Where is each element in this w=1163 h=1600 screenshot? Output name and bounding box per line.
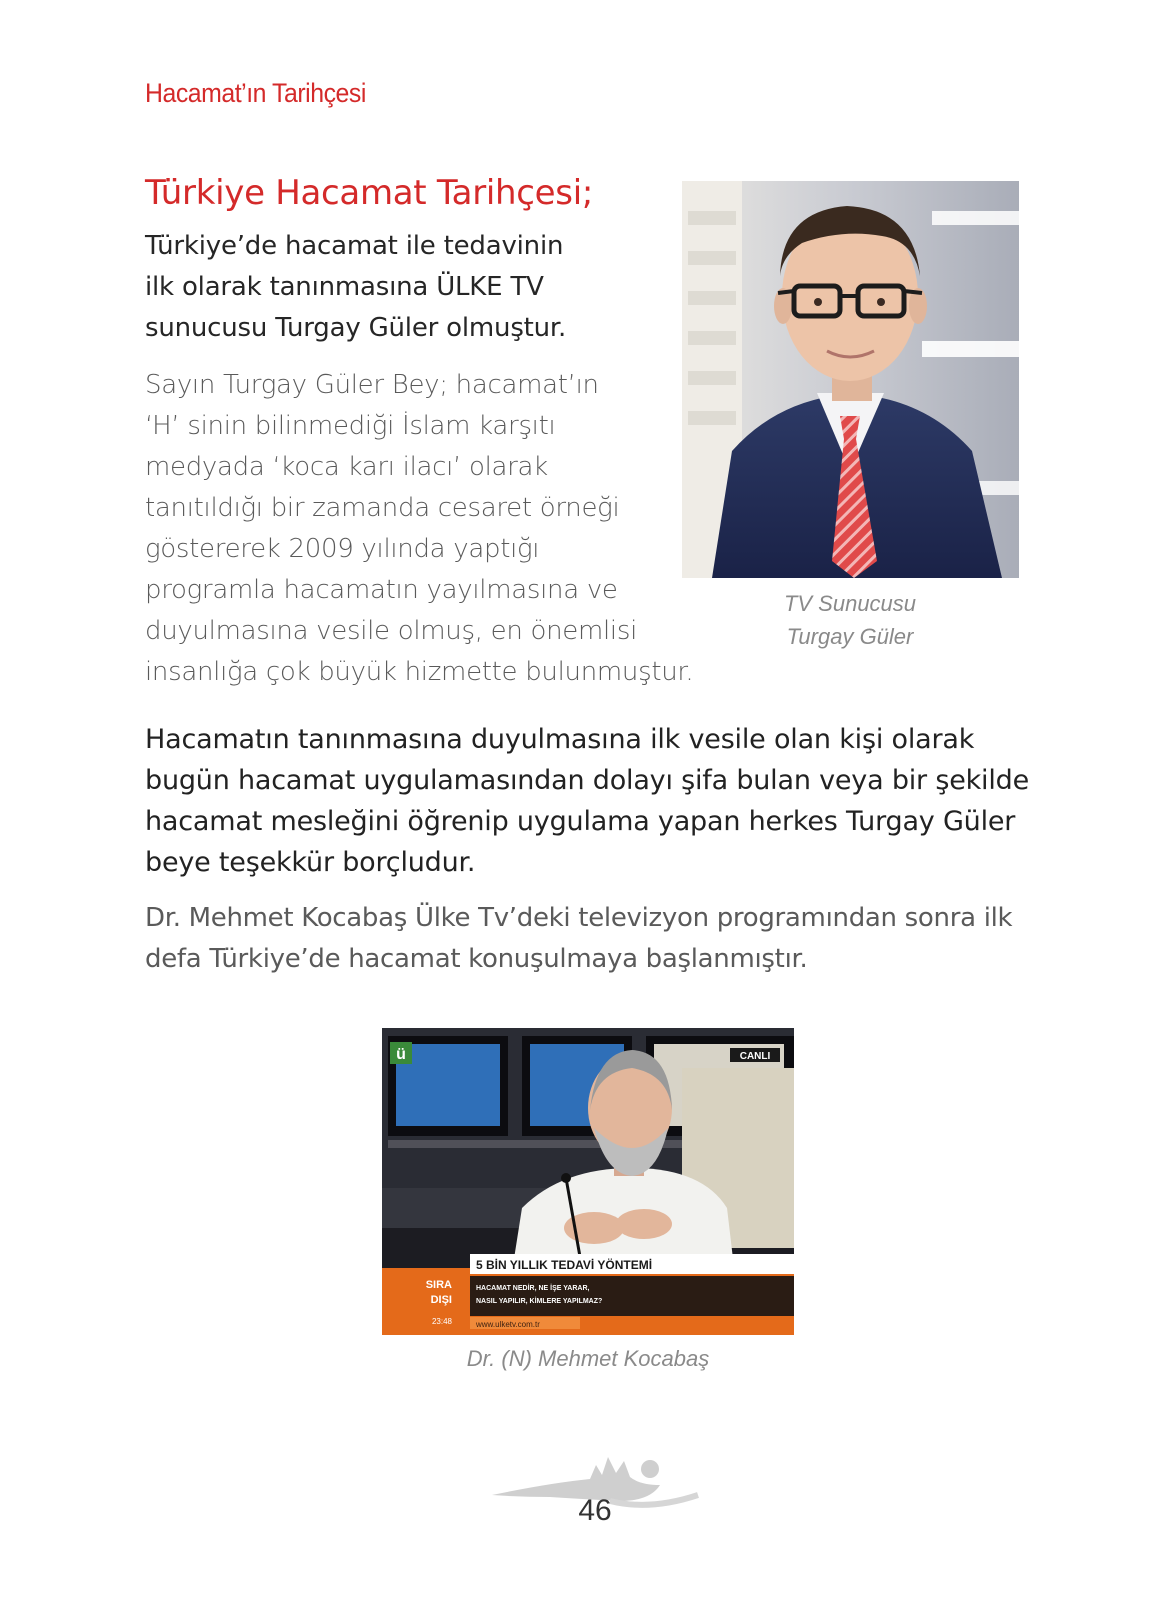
tv-program-photo [382, 1028, 794, 1335]
running-head: Hacamat’ın Tarihçesi [145, 78, 366, 108]
body-paragraph-2 [145, 898, 1012, 980]
program-name: SIRA [425, 1279, 452, 1291]
body-line: defa Türkiye’de hacamat konuşulmaya başlanmıştır. [145, 944, 808, 974]
caption-line: Turgay Güler [786, 624, 914, 649]
body-line: medyada ‘koca karı ilacı’ olarak [145, 452, 548, 482]
tv-clock: 23:48 [431, 1317, 452, 1326]
tv-screenshot-image [382, 1028, 794, 1335]
body-line: insanlığa çok büyük hizmette bulunmuştur. [145, 657, 694, 687]
body-line: Sayın Turgay Güler Bey; hacamat’ın [145, 370, 599, 400]
intro-line: sunucusu Turgay Güler olmuştur. [145, 313, 567, 343]
thanks-paragraph [145, 719, 1029, 883]
thanks-line: hacamat mesleğini öğrenip uygulama yapan herkes Turgay Güler [145, 806, 1016, 837]
program-name: DIŞI [430, 1294, 452, 1306]
ticker-line: NASIL YAPILIR, KİMLERE YAPILMAZ? [476, 1298, 603, 1305]
presenter-portrait-image [682, 181, 1019, 578]
tv-channel-logo-text: ü [396, 1046, 406, 1063]
tv-photo-caption: Dr. (N) Mehmet Kocabaş [466, 1346, 710, 1371]
ticker-url: www.ulketv.com.tr [476, 1320, 540, 1329]
presenter-photo-caption [750, 587, 950, 653]
body-paragraph-1 [145, 365, 693, 693]
intro-line: Türkiye’de hacamat ile tedavinin [145, 231, 564, 261]
intro-line: ilk olarak tanınmasına ÜLKE TV [145, 272, 544, 302]
body-line: Dr. Mehmet Kocabaş Ülke Tv’deki televizyon programından sonra ilk [145, 903, 1013, 933]
intro-paragraph [145, 226, 635, 349]
live-badge-text: CANLI [739, 1051, 771, 1062]
body-line: tanıtıldığı bir zamanda cesaret örneği [145, 493, 620, 523]
thanks-line: Hacamatın tanınmasına duyulmasına ilk vesile olan kişi olarak [145, 724, 975, 755]
ticker-line: HACAMAT NEDİR, NE İŞE YARAR, [476, 1285, 590, 1292]
body-line: programla hacamatın yayılmasına ve [145, 575, 618, 605]
presenter-photo [682, 181, 1019, 578]
section-title: Türkiye Hacamat Tarihçesi; [145, 173, 594, 213]
body-line: duyulmasına vesile olmuş, en önemlisi [145, 616, 637, 646]
body-line: ‘H’ sinin bilinmediği İslam karşıtı [145, 411, 556, 441]
page-number: 46 [578, 1494, 612, 1527]
body-line: göstererek 2009 yılında yaptığı [145, 534, 540, 564]
thanks-line: beye teşekkür borçludur. [145, 847, 476, 878]
caption-line: TV Sunucusu [783, 591, 917, 616]
ticker-headline: 5 BİN YILLIK TEDAVİ YÖNTEMİ [476, 1258, 653, 1272]
thanks-line: bugün hacamat uygulamasından dolayı şifa bulan veya bir şekilde [145, 765, 1030, 796]
